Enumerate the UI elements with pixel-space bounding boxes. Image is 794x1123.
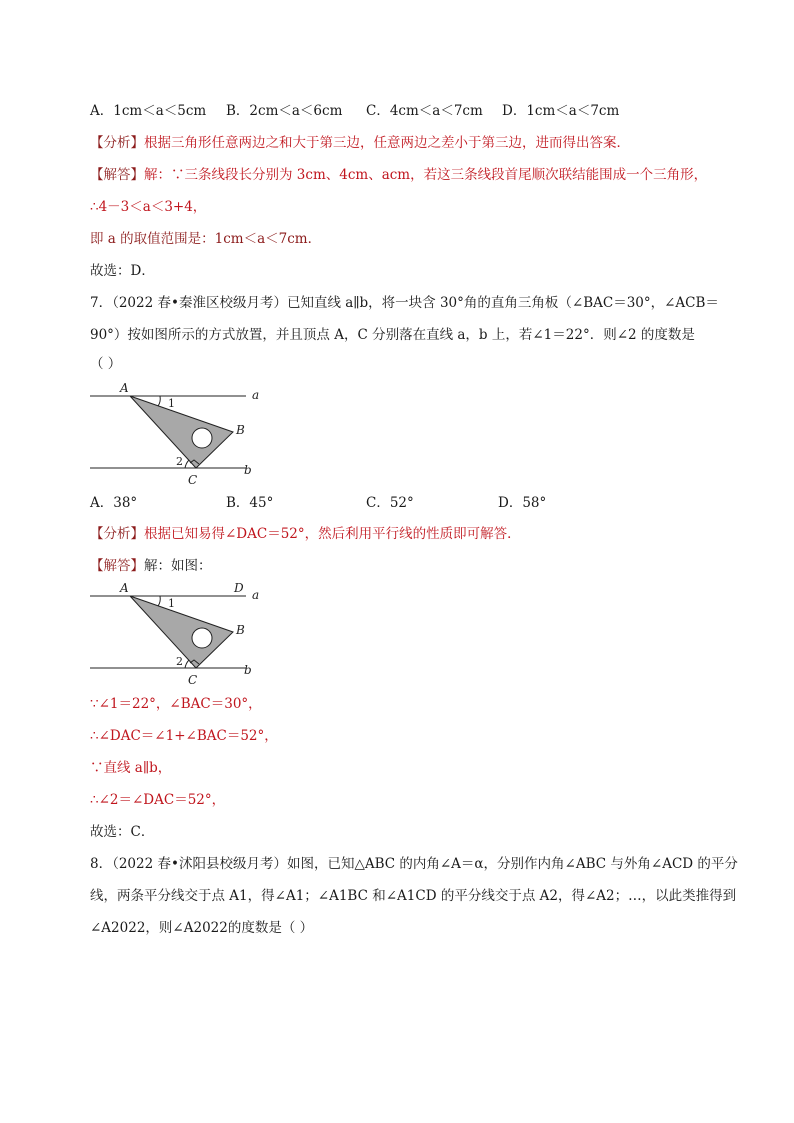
label-b: b — [244, 663, 252, 677]
analysis-text: 根据三角形任意两边之和大于第三边，任意两边之差小于第三边，进而得出答案． — [144, 135, 630, 151]
angle-1-arc — [158, 396, 160, 406]
q6-option-b: B．2cm＜a＜6cm — [226, 103, 343, 119]
analysis-tag: 【分析】 — [90, 135, 144, 151]
label-B: B — [236, 623, 245, 637]
q6-option-d: D．1cm＜a＜7cm — [502, 103, 620, 119]
q6-options — [90, 102, 734, 120]
q7-option-d: D．58° — [498, 495, 547, 511]
label-C: C — [188, 473, 198, 487]
solution-intro-text: 解：如图： — [144, 558, 212, 574]
angle-2-arc — [185, 460, 189, 468]
q7-analysis — [90, 525, 521, 543]
q7-solution-line-4: ∴∠2＝∠DAC＝52°， — [90, 792, 226, 808]
angle-2-arc — [185, 660, 189, 668]
label-A: A — [120, 381, 129, 395]
q6-option-c: C．4cm＜a＜7cm — [366, 103, 483, 119]
label-angle-2: 2 — [176, 455, 183, 468]
analysis-tag: 【分析】 — [90, 526, 144, 542]
label-A: A — [120, 581, 129, 595]
plate-hole — [192, 628, 212, 648]
solution-text: 解：∵三条线段长分别为 3cm、4cm、acm，若这三条线段首尾顺次联结能围成一个三角形， — [144, 167, 708, 183]
q7-stem-line-3: （ ） — [90, 356, 122, 372]
q7-option-a: A．38° — [90, 495, 138, 511]
label-angle-2: 2 — [176, 655, 183, 668]
q6-solution-line-4: 故选：D． — [90, 263, 155, 279]
q7-solution-line-5: 故选：C． — [90, 824, 155, 840]
q7-solution-intro — [90, 557, 212, 575]
label-D: D — [234, 581, 244, 595]
q7-option-c: C．52° — [366, 495, 414, 511]
q7-stem-line-2: 90°）按如图所示的方式放置，并且顶点 A，C 分别落在直线 a，b 上，若∠1＝22°．则∠2 的度数是 — [90, 327, 695, 343]
q6-analysis — [90, 134, 630, 152]
q7-figure-2 — [88, 580, 278, 688]
solution-tag: 【解答】 — [90, 167, 144, 183]
q6-option-a: A．1cm＜a＜5cm — [90, 103, 207, 119]
q7-figure-1 — [88, 380, 278, 488]
q8-stem-line-2: 线，两条平分线交于点 A1，得∠A1；∠A1BC 和∠A1CD 的平分线交于点 A2，得∠A2；…，以此类推得到 — [90, 888, 737, 904]
label-B: B — [236, 423, 245, 437]
q6-solution-line-3: 即 a 的取值范围是：1cm＜a＜7cm． — [90, 231, 322, 247]
solution-tag: 【解答】 — [90, 558, 144, 574]
q7-solution-line-3: ∵直线 a∥b， — [90, 760, 172, 776]
label-a: a — [252, 588, 260, 602]
label-b: b — [244, 463, 252, 477]
q7-solution-line-1: ∵∠1＝22°，∠BAC＝30°， — [90, 696, 262, 712]
q8-stem-line-3: ∠A2022，则∠A2022的度数是（ ） — [90, 920, 314, 936]
q7-stem-line-1: 7．（2022 春•秦淮区校级月考）已知直线 a∥b，将一块含 30°角的直角三角板（∠BAC＝30°，∠ACB＝ — [90, 295, 719, 311]
q7-options — [90, 494, 734, 512]
angle-1-arc — [158, 596, 160, 606]
q6-solution-line-2: ∴4－3＜a＜3+4， — [90, 199, 207, 215]
q6-solution-line-1 — [90, 166, 707, 184]
q7-solution-line-2: ∴∠DAC＝∠1+∠BAC＝52°， — [90, 728, 278, 744]
label-a: a — [252, 388, 260, 402]
label-angle-1: 1 — [168, 597, 175, 610]
plate-hole — [192, 428, 212, 448]
label-angle-1: 1 — [168, 397, 175, 410]
analysis-text: 根据已知易得∠DAC＝52°，然后利用平行线的性质即可解答． — [144, 526, 521, 542]
label-C: C — [188, 673, 198, 687]
q7-option-b: B．45° — [226, 495, 274, 511]
q8-stem-line-1: 8．（2022 春•沭阳县校级月考）如图，已知△ABC 的内角∠A＝α，分别作内角∠ABC 与外角∠ACD 的平分 — [90, 856, 738, 872]
